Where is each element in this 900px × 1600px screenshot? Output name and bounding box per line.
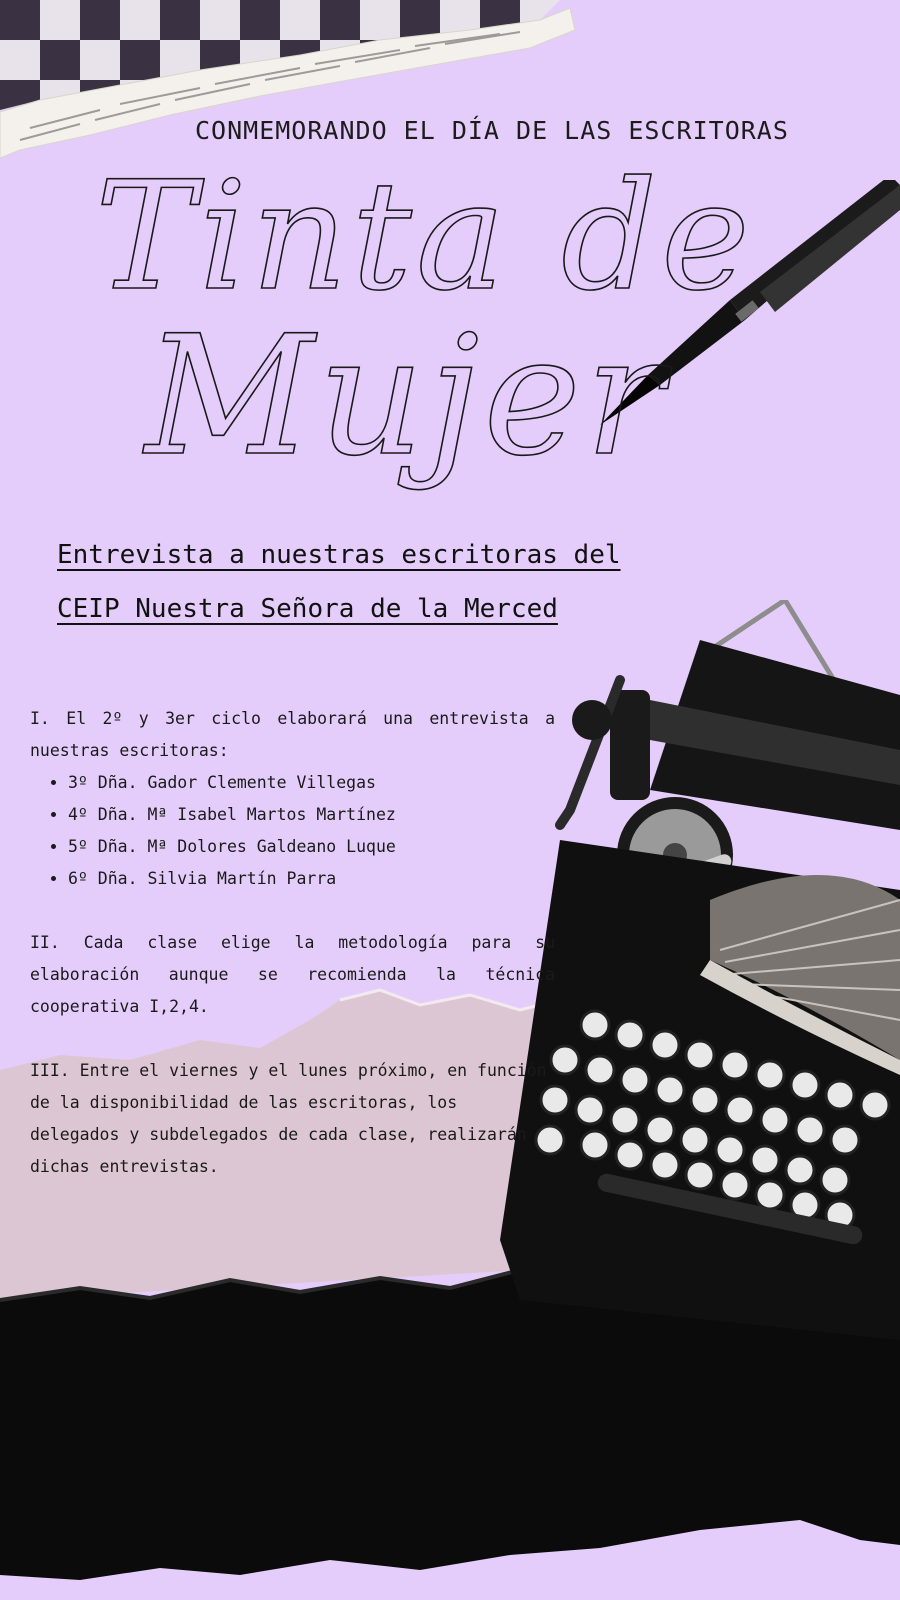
- writer-item: • 6º Dña. Silvia Martín Parra: [68, 863, 555, 895]
- instruction-3: III. Entre el viernes y el lunes próximo, en función de la disponibilidad de las escritoras, los delegados y subdelegados de cada clase, realizarán dichas entrevistas.: [30, 1061, 547, 1176]
- writer-item: • 3º Dña. Gador Clemente Villegas: [68, 767, 555, 799]
- subtitle-line-1: Entrevista a nuestras escritoras del: [57, 540, 621, 570]
- writers-list: [30, 767, 555, 895]
- event-eyebrow: CONMEMORANDO EL DÍA DE LAS ESCRITORAS: [195, 116, 789, 145]
- subtitle-line-2: CEIP Nuestra Señora de la Merced: [57, 594, 558, 624]
- instructions: [30, 703, 555, 1183]
- title-line-1: Tinta de: [95, 150, 754, 324]
- instruction-1: I. El 2º y 3er ciclo elaborará una entrevista a nuestras escritoras:: [30, 709, 555, 760]
- writer-item: • 5º Dña. Mª Dolores Galdeano Luque: [68, 831, 555, 863]
- typewriter-illustration: [500, 600, 900, 1360]
- instruction-2: II. Cada clase elige la metodología para su elaboración aunque se recomienda la técnica cooperativa I,2,4.: [30, 933, 555, 1016]
- title-line-2: Mujer: [145, 300, 668, 492]
- interview-subtitle: [57, 528, 757, 636]
- writer-item: • 4º Dña. Mª Isabel Martos Martínez: [68, 799, 555, 831]
